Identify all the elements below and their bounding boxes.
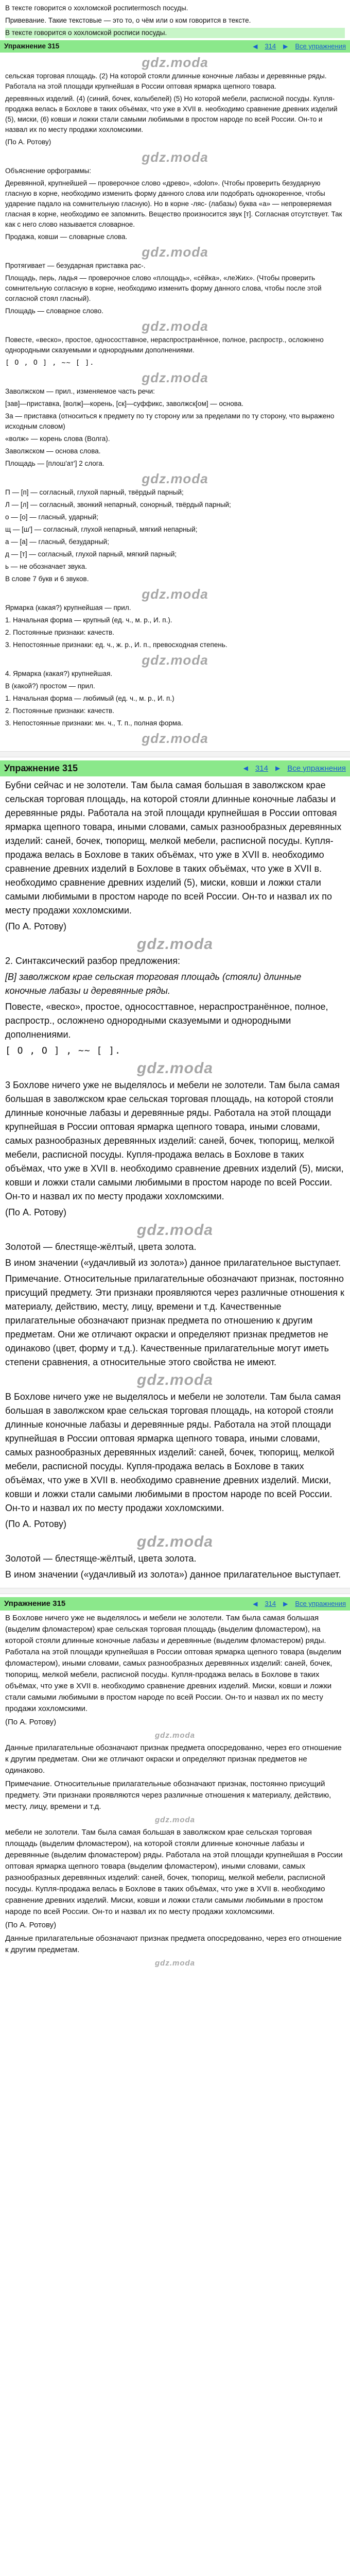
intro-line: Привевание. Такие текстовые — это то, о чём или о ком говорится в тексте. [5,16,251,24]
paragraph: Повесте, «веско», простое, однососттавное, нераспространённое, полное, распростр., осложнено однородными сказуемыми и однородными дополнениями. [5,1002,328,1040]
paragraph: Золотой — блестяще-жёлтый, цвета золота. [5,1242,197,1252]
exercise-title: Упражнение 315 [4,763,78,773]
morph-line: 2. Постоянные признаки: качеств. [5,629,114,636]
exercise-section-3 [0,1594,350,1974]
exercise-title: Упражнение 315 [4,42,60,50]
morph-line: 2. Постоянные признаки: качеств. [5,707,114,715]
watermark: gdz.moda [155,1816,195,1824]
watermark: gdz.moda [142,55,208,70]
watermark: gdz.moda [137,1371,213,1388]
watermark: gdz.moda [142,149,208,165]
paragraph: Данные прилагательные обозначают признак предмета опосредованно, через его отношение к другим предметам. [5,1934,342,1954]
morph-line: За — приставка (относиться к предмету по ту сторону или за пределами по ту сторону, что выражено исходным словом) [5,412,335,430]
phonetic-line: ь — не обозначает звука. [5,563,87,570]
phonetic-line: о — [о] — гласный, ударный; [5,513,99,521]
exercise-title: Упражнение 315 [4,1599,66,1608]
attribution: (По А. Ротову) [5,138,51,146]
next-arrow-icon[interactable]: ▶ [283,43,288,50]
section-divider [0,1588,350,1594]
paragraph: Объяснение орфограммы: [5,167,92,175]
morph-line: «волж» — корень слова (Волга). [5,435,110,443]
morph-line: 4. Ярмарка (какая?) крупнейшая. [5,670,113,677]
next-arrow-icon[interactable]: ▶ [283,1600,288,1607]
pager [243,761,346,775]
watermark: gdz.moda [142,318,208,334]
morph-line: Площадь — [плош'ат'] 2 слога. [5,460,104,467]
phonetic-line: д — [т] — согласный, глухой парный, мягкий парный; [5,550,177,558]
watermark: gdz.moda [142,652,208,668]
page-number-link[interactable]: 314 [255,764,268,773]
paragraph: В ином значении («удачливый из золота») данное прилагательное выступает. [5,1258,341,1268]
attribution: (По А. Ротову) [5,1207,66,1217]
watermark: gdz.moda [155,1731,195,1740]
intro-line: В тексте говорится о хохломской росписи посуды. [5,28,345,38]
next-arrow-icon[interactable]: ▶ [275,765,281,772]
page-number-link[interactable]: 314 [265,42,276,50]
paragraph: 3 Бохлове ничего уже не выделялось и мебели не золотели. Там была самая большая в заволжском крае сельская торговая площадь, на которой стояли длинные коночные лабазы и деревянные ряды. Работала на этой площади крупнейшая в России оптовая ярмарка щепного товара, иными словами, самых разнообразных деревянных изделий: саней, бочек, тюпорищ, мелкой мебели, расписной посуды. Купля-продажа велась в Бохлове в таких объёмах, что уже в XVII в. необходимо сравнение древних изделий (5), миски, ковши и ложки стали самыми любимыми в простом народе по всей России. Он-то и назвал их по месту продажи хохломскими. [5,1080,344,1201]
all-exercises-link[interactable]: Все упражнения [295,42,346,50]
watermark: gdz.moda [142,370,208,385]
morph-line: Заволжском — прил., изменяемое часть речи: [5,387,155,395]
paragraph: 2. Синтаксический разбор предложения: [5,956,180,966]
paragraph: Протягивает — безударная приставка рас-. [5,262,146,269]
paragraph: сельская торговая площадь. (2) На которой стояли длинные коночные лабазы и деревянные ряды. Работала на этой площади крупнейшая в России оптовая ярмарка щепного товара. [5,72,327,90]
watermark: gdz.moda [142,471,208,486]
pager [253,41,346,52]
watermark: gdz.moda [137,936,213,953]
paragraph: В Бохлове ничего уже не выделялось и мебели не золотели. Там была самая большая в заволжском крае сельская торговая площадь, на которой стояли длинные коночные лабазы и деревянные ряды. Работала на этой площади крупнейшая в России оптовая ярмарка щепного товара, иными словами, самых разнообразных деревянных изделий: саней, бочек, тюпорищ, мелкой мебели, расписной посуды. Купля-продажа велась в Бохлове в таких объёмах, что уже в XVII в. необходимо сравнение древних изделий. Миски, ковши и ложки стали самыми любимыми в простом народе по всей России. Он-то и назвал их по месту продажи хохломскими. [5,1392,341,1513]
morph-line: Заволжском — основа слова. [5,447,101,455]
attribution: (По А. Ротову) [5,1519,66,1529]
exercise-header [0,1597,350,1611]
phonetic-line: щ — [ш'] — согласный, глухой непарный, мягкий непарный; [5,526,198,533]
paragraph: Деревянной, крупнейшей — проверочное слово «древо», «dolon». (Чтобы проверить безударную гласную в корне, необходимо изменить форму данного слова или подобрать однокоренное, чтобы ударение падало на сомнительную гласную). Но в корне -ляс- (лабазы) буква «а» — непроверяемая гласная в корне, необходимо ее запомнить. Вещество произносится звук [т]. Согласная отсутствует. Так как с него слово называется словарное. [5,179,342,228]
page-number-link[interactable]: 314 [265,1600,276,1607]
paragraph: Повесте, «веско», простое, однососттавное, нераспространённое, полное, распростр., осложнено однородными сказуемыми и однородными дополнениями. [5,336,324,354]
sentence-scheme: [ О , О ] , ~~ [ ]. [5,359,95,367]
prev-arrow-icon[interactable]: ◀ [243,765,248,772]
paragraph: В Бохлове ничего уже не выделялось и мебели не золотели. Там была самая большая (выделим фломастером) крае сельская торговая площадь (выделим фломастером), на которой стояли длинные коночные лабазы и деревянные (выделим фломастером) ряды. Работала на этой площади крупнейшая в России оптовая ярмарка щепного товара (выделим фломастером), иными словами, самых разнообразных деревянных изделий: саней, бочек, тюпорищ, мелкой мебели, расписной посуды. Купля-продажа велась в Бохлове в таких объёмах, что уже в XVII в. необходимо сравнение древних изделий. Миски, ковши и ложки стали самыми любимыми в простом народе по всей России. Он-то и назвал их по месту продажи хохломскими. [5,1614,342,1713]
watermark: gdz.moda [155,1959,195,1968]
prev-arrow-icon[interactable]: ◀ [253,43,258,50]
paragraph: Золотой — блестяще-жёлтый, цвета золота. [5,1553,197,1564]
phonetic-line: В слове 7 букв и 6 звуков. [5,575,89,583]
phonetic-line: Л — [л] — согласный, звонкий непарный, сонорный, твёрдый парный; [5,501,231,509]
paragraph: Площадь — словарное слово. [5,307,103,315]
exercise-section-2 [0,757,350,1588]
paragraph: В ином значении («удачливый из золота») данное прилагательное выступает. [5,1569,341,1580]
morph-line: В (какой?) простом — прил. [5,682,95,690]
intro-line: В тексте говорится о хохломской роспиtermosch посуды. [5,4,188,12]
all-exercises-link[interactable]: Все упражнения [295,1600,346,1607]
pager [253,1598,346,1609]
phonetic-line: а — [а] — гласный, безударный; [5,538,109,546]
handwritten-sentence: [В] заволжском крае сельская торговая площадь (стояли) длинные коночные лабазы и деревянные ряды. [5,972,302,996]
watermark: gdz.moda [142,586,208,602]
exercise-header [0,40,350,53]
section-divider [0,751,350,757]
paragraph: Данные прилагательные обозначают признак предмета опосредованно, через его отношение к другим предметам. Они же отличают окраски и определяют признак предметов не одинаково. [5,1743,342,1775]
paragraph: Примечание. Относительные прилагательные обозначают признак, постоянно присущий предмету. Эти признаки проявляются через различные отношения к материалу, действию, месту, лицу, времени и т.д. [5,1780,331,1811]
morph-line: Ярмарка (какая?) крупнейшая — прил. [5,604,131,612]
attribution: (По А. Ротову) [5,1718,57,1726]
morph-line: 3. Непостоянные признаки: мн. ч., Т. п., полная форма. [5,719,183,727]
morph-line: 3. Непостоянные признаки: ед. ч., ж. р., И. п., превосходная степень. [5,641,227,649]
paragraph: мебели не золотели. Там была самая большая в заволжском крае сельская торговая площадь (выделим фломастером), на которой стояли длинные коночные лабазы и деревянные (выделим фломастером) ряды. Работала на этой площади крупнейшая в России оптовая ярмарка щепного товара (выделим фломастером), иными словами, самых разнообразных деревянных изделий: саней, бочек, тюпорищ, мелкой мебели, расписной посуды. Купля-продажа велась в Бохлове в таких объёмах, что уже в XVII в. необходимо сравнение древних изделий. Миски, ковши и ложки стали самыми любимыми в простом народе по всей России. Он-то и назвал их по месту продажи хохломскими. [5,1828,343,1916]
exercise-header [0,760,350,776]
paragraph: Продажа, ковши — словарные слова. [5,233,128,241]
paragraph: Бубни сейчас и не золотели. Там была самая большая в заволжском крае сельская торговая площадь, на которой стояли длинные коночные лабазы и деревянные ряды. Работала на этой площади крупнейшая в России оптовая ярмарка щепного товара, иными словами, самых разнообразных деревянных изделий: саней, бочек, тюпорищ, мелкой мебели, расписной посуды. Купля-продажа велась в Бохлове в таких объёмах, что уже в XVII в. необходимо сравнение древних изделий в Бохлове в таких объёмах, что уже в XVII в. необходимо сравнение древних изделий (5), миски, ковши и ложки стали самыми любимыми в простом народе по всей России. Он-то и назвал их по месту продажи хохломскими. [5,780,342,916]
morph-line: 1. Начальная форма — крупный (ед. ч., м. р., И. п.). [5,616,172,624]
watermark: gdz.moda [137,1060,213,1077]
watermark: gdz.moda [142,244,208,260]
paragraph: деревянных изделий. (4) (синий, бочек, колыбелей) (5) Но которой мебели, расписной посуды. Купля-продажа велась в Бохлове в таких объёмах, что уже в XVII в. необходимо сравнение древних изделий (5), миски, (6) ковши и ложки стали самыми любимыми в простом народе по всей России. Он-то и назвал их по месту продажи хохломскими. [5,95,338,133]
paragraph: Площадь, перь, ладья — проверочное слово «площадь», «сёйка», «леЖих». (Чтобы проверить сомнительную согласную в корне, необходимо изменить форму данного слова, чтобы после этой согласной стоял гласный). [5,274,322,302]
all-exercises-link[interactable]: Все упражнения [287,764,346,773]
morph-line: [зав]—приставка, [волж]—корень, [ск]—суффикс, заволжск[ом] — основа. [5,400,243,408]
watermark: gdz.moda [142,731,208,746]
phonetic-line: П — [п] — согласный, глухой парный, твёрдый парный; [5,488,184,496]
attribution: (По А. Ротову) [5,1921,57,1929]
paragraph: Примечание. Относительные прилагательные обозначают признак, постоянно присущий предмету. Эти признаки проявляются через различные отношения к материалу, действию, месту, лицу, времени и т.д. Качественные прилагательные обозначают признак предмета по отношению к другим предметам. Они же отличают окраски и определяют признак предметов не одинаково (цвет, форму и т.д.). Качественные прилагательные могут иметь степени сравнения, а относительные этого свойства не имеют. [5,1274,344,1367]
prev-arrow-icon[interactable]: ◀ [253,1600,258,1607]
watermark: gdz.moda [137,1533,213,1550]
exercise-section-1 [0,0,350,751]
attribution: (По А. Ротову) [5,921,66,931]
morph-line: 1. Начальная форма — любимый (ед. ч., м. р., И. п.) [5,694,174,702]
watermark: gdz.moda [137,1222,213,1239]
sentence-scheme: [ О , О ] , ~~ [ ]. [5,1045,121,1056]
